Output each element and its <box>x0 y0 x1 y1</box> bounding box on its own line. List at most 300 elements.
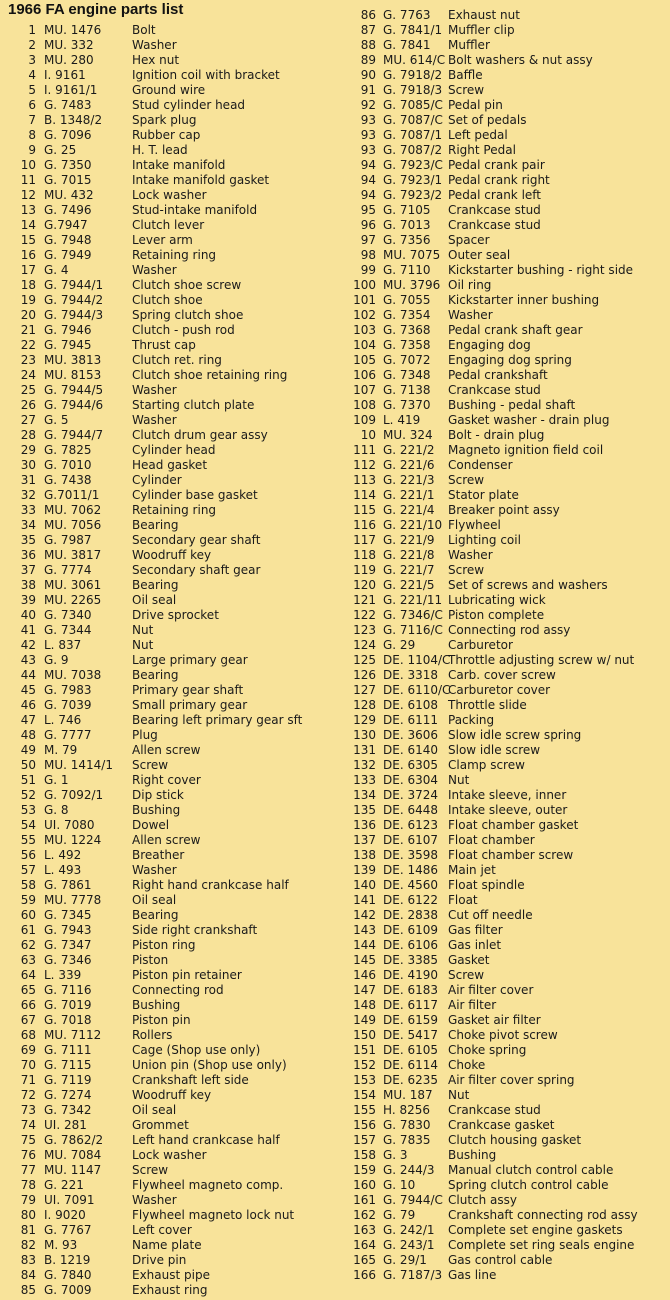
part-code: G. 7096 <box>44 128 92 142</box>
part-code: DE. 6304 <box>383 773 438 787</box>
part-code: G. 7116/C <box>383 623 443 637</box>
list-item <box>0 23 330 38</box>
part-description: Clutch housing gasket <box>448 1133 582 1147</box>
part-description: Hex nut <box>132 53 180 67</box>
part-description: Oil seal <box>132 593 177 607</box>
part-code: G. 7368 <box>383 323 431 337</box>
part-code: G. 7944/7 <box>44 428 104 442</box>
list-item <box>332 728 670 743</box>
part-description: Breaker point assy <box>448 503 560 517</box>
part-description: Throttle adjusting screw w/ nut <box>448 653 635 667</box>
list-item <box>332 233 670 248</box>
list-item <box>332 98 670 113</box>
list-item <box>332 8 670 23</box>
list-item <box>0 188 330 203</box>
part-description: Secondary shaft gear <box>132 563 261 577</box>
part-description: Pedal crank right <box>448 173 550 187</box>
part-description: Gas control cable <box>448 1253 553 1267</box>
list-item <box>332 1223 670 1238</box>
list-item <box>332 203 670 218</box>
part-code: G. 7072 <box>383 353 431 367</box>
list-item <box>332 113 670 128</box>
list-item <box>0 818 330 833</box>
part-number: 141 <box>353 893 376 907</box>
part-number: 94 <box>360 173 376 187</box>
list-item <box>0 68 330 83</box>
part-code: DE. 3606 <box>383 728 438 742</box>
list-item <box>0 368 330 383</box>
part-code: G. 7483 <box>44 98 92 112</box>
list-item <box>0 668 330 683</box>
list-item <box>0 1193 330 1208</box>
part-number: 123 <box>353 623 376 637</box>
part-description: Bolt - drain plug <box>448 428 545 442</box>
part-number: 140 <box>353 878 376 892</box>
part-description: Muffler clip <box>448 23 515 37</box>
part-description: Washer <box>132 263 177 277</box>
part-number: 43 <box>20 653 36 667</box>
part-code: MU. 1224 <box>44 833 102 847</box>
part-number: 77 <box>20 1163 36 1177</box>
part-description: Slow idle screw <box>448 743 541 757</box>
part-description: Screw <box>448 968 485 982</box>
part-code: G. 221/9 <box>383 533 435 547</box>
part-code: L. 492 <box>44 848 82 862</box>
part-description: Retaining ring <box>132 248 217 262</box>
list-item <box>332 293 670 308</box>
list-item <box>0 863 330 878</box>
part-number: 84 <box>20 1268 36 1282</box>
part-description: Spark plug <box>132 113 197 127</box>
part-description: Lock washer <box>132 1148 207 1162</box>
list-item <box>0 458 330 473</box>
part-number: 79 <box>20 1193 36 1207</box>
part-code: G. 5 <box>44 413 69 427</box>
part-number: 147 <box>353 983 376 997</box>
part-description: Magneto ignition field coil <box>448 443 604 457</box>
part-code: MU. 187 <box>383 1088 433 1102</box>
part-code: L. 493 <box>44 863 82 877</box>
part-number: 68 <box>20 1028 36 1042</box>
part-number: 125 <box>353 653 376 667</box>
part-description: Float chamber <box>448 833 535 847</box>
part-number: 71 <box>20 1073 36 1087</box>
part-description: Nut <box>448 1088 470 1102</box>
part-number: 65 <box>20 983 36 997</box>
part-code: G. 7841 <box>383 38 431 52</box>
list-item <box>0 653 330 668</box>
list-item <box>332 683 670 698</box>
list-item <box>332 458 670 473</box>
part-code: G. 7340 <box>44 608 92 622</box>
list-item <box>0 518 330 533</box>
part-description: Cage (Shop use only) <box>132 1043 261 1057</box>
part-description: Outer seal <box>448 248 511 262</box>
part-code: G. 7087/1 <box>383 128 443 142</box>
part-description: Drive pin <box>132 1253 187 1267</box>
part-number: 48 <box>20 728 36 742</box>
list-item <box>332 953 670 968</box>
part-code: DE. 6159 <box>383 1013 438 1027</box>
list-item <box>332 383 670 398</box>
part-number: 52 <box>20 788 36 802</box>
part-description: Air filter cover <box>448 983 534 997</box>
list-item <box>0 998 330 1013</box>
part-code: G. 7085/C <box>383 98 443 112</box>
list-item <box>332 188 670 203</box>
list-item <box>332 1133 670 1148</box>
list-item <box>0 338 330 353</box>
part-number: 82 <box>20 1238 36 1252</box>
list-item <box>0 1163 330 1178</box>
part-code: G. 7018 <box>44 1013 92 1027</box>
part-description: Choke spring <box>448 1043 527 1057</box>
part-number: 153 <box>353 1073 376 1087</box>
list-item <box>332 1103 670 1118</box>
part-code: G. 7944/3 <box>44 308 104 322</box>
list-item <box>332 128 670 143</box>
part-number: 55 <box>20 833 36 847</box>
list-item <box>332 323 670 338</box>
part-number: 158 <box>353 1148 376 1162</box>
part-number: 152 <box>353 1058 376 1072</box>
list-item <box>332 23 670 38</box>
part-code: MU. 1414/1 <box>44 758 113 772</box>
list-item <box>332 443 670 458</box>
part-number: 145 <box>353 953 376 967</box>
list-item <box>0 278 330 293</box>
part-number: 33 <box>20 503 36 517</box>
part-code: G. 7983 <box>44 683 92 697</box>
part-number: 20 <box>20 308 36 322</box>
part-code: G. 7019 <box>44 998 92 1012</box>
part-number: 13 <box>20 203 36 217</box>
part-number: 103 <box>353 323 376 337</box>
list-item <box>332 773 670 788</box>
part-code: DE. 6106 <box>383 938 438 952</box>
part-description: Gasket air filter <box>448 1013 541 1027</box>
part-code: UI. 7080 <box>44 818 95 832</box>
part-description: Oil ring <box>448 278 492 292</box>
part-code: DE. 6114 <box>383 1058 438 1072</box>
part-description: Washer <box>132 383 177 397</box>
part-code: G. 79 <box>383 1208 416 1222</box>
part-number: 44 <box>20 668 36 682</box>
part-number: 122 <box>353 608 376 622</box>
part-description: Breather <box>132 848 185 862</box>
part-description: Secondary gear shaft <box>132 533 261 547</box>
part-number: 112 <box>353 458 376 472</box>
list-item <box>0 83 330 98</box>
part-code: L. 419 <box>383 413 421 427</box>
list-item <box>0 773 330 788</box>
part-code: G. 221/2 <box>383 443 435 457</box>
part-number: 42 <box>20 638 36 652</box>
part-description: Screw <box>448 473 485 487</box>
part-description: Stud cylinder head <box>132 98 246 112</box>
part-number: 159 <box>353 1163 376 1177</box>
part-number: 101 <box>353 293 376 307</box>
part-description: Intake manifold <box>132 158 226 172</box>
part-number: 139 <box>353 863 376 877</box>
part-description: Clutch drum gear assy <box>132 428 268 442</box>
part-code: G. 7944/C <box>383 1193 443 1207</box>
part-description: Rubber cap <box>132 128 201 142</box>
part-description: Kickstarter bushing - right side <box>448 263 634 277</box>
part-description: Grommet <box>132 1118 189 1132</box>
part-code: G. 7946 <box>44 323 92 337</box>
part-number: 32 <box>20 488 36 502</box>
part-number: 75 <box>20 1133 36 1147</box>
part-number: 142 <box>353 908 376 922</box>
list-item <box>0 833 330 848</box>
part-number: 132 <box>353 758 376 772</box>
list-item <box>332 398 670 413</box>
list-item <box>332 653 670 668</box>
part-number: 143 <box>353 923 376 937</box>
part-code: G. 7923/1 <box>383 173 443 187</box>
part-description: Flywheel magneto comp. <box>132 1178 284 1192</box>
part-number: 146 <box>353 968 376 982</box>
part-description: Stud-intake manifold <box>132 203 258 217</box>
part-number: 63 <box>20 953 36 967</box>
list-item <box>0 533 330 548</box>
part-description: Woodruff key <box>132 548 212 562</box>
part-code: I. 9161 <box>44 68 86 82</box>
part-description: Bolt <box>132 23 156 37</box>
part-number: 36 <box>20 548 36 562</box>
part-description: Washer <box>132 38 177 52</box>
part-number: 116 <box>353 518 376 532</box>
part-number: 93 <box>360 143 376 157</box>
part-code: G. 7356 <box>383 233 431 247</box>
list-item <box>0 1208 330 1223</box>
part-number: 73 <box>20 1103 36 1117</box>
list-item <box>332 1148 670 1163</box>
list-item <box>0 728 330 743</box>
part-code: DE. 3318 <box>383 668 438 682</box>
part-number: 144 <box>353 938 376 952</box>
part-description: Retaining ring <box>132 503 217 517</box>
list-item <box>0 128 330 143</box>
part-description: Gasket <box>448 953 490 967</box>
part-description: Left pedal <box>448 128 508 142</box>
part-description: Crankcase stud <box>448 383 541 397</box>
part-description: Set of pedals <box>448 113 527 127</box>
list-item <box>0 1283 330 1298</box>
list-item <box>332 173 670 188</box>
part-description: Crankshaft connecting rod assy <box>448 1208 638 1222</box>
list-item <box>0 113 330 128</box>
list-item <box>332 713 670 728</box>
part-description: Bushing - pedal shaft <box>448 398 576 412</box>
part-description: Nut <box>132 638 154 652</box>
list-item <box>332 878 670 893</box>
part-description: Gas filter <box>448 923 503 937</box>
part-code: H. 8256 <box>383 1103 430 1117</box>
part-code: G. 4 <box>44 263 69 277</box>
part-number: 4 <box>28 68 36 82</box>
part-code: G. 10 <box>383 1178 416 1192</box>
list-item <box>332 1193 670 1208</box>
part-code: DE. 1486 <box>383 863 438 877</box>
part-code: G. 7138 <box>383 383 431 397</box>
part-number: 163 <box>353 1223 376 1237</box>
list-item <box>332 1043 670 1058</box>
part-code: MU. 7778 <box>44 893 102 907</box>
part-description: Lighting coil <box>448 533 521 547</box>
part-number: 56 <box>20 848 36 862</box>
list-item <box>0 1043 330 1058</box>
part-code: G. 221/10 <box>383 518 443 532</box>
part-description: Slow idle screw spring <box>448 728 582 742</box>
part-number: 62 <box>20 938 36 952</box>
list-item <box>332 218 670 233</box>
part-code: G. 221/3 <box>383 473 435 487</box>
part-description: Carb. cover screw <box>448 668 556 682</box>
part-description: Complete set ring seals engine <box>448 1238 635 1252</box>
part-number: 59 <box>20 893 36 907</box>
part-code: MU. 1476 <box>44 23 102 37</box>
part-number: 9 <box>28 143 36 157</box>
part-description: Bearing <box>132 908 179 922</box>
part-number: 157 <box>353 1133 376 1147</box>
part-code: G. 29 <box>383 638 416 652</box>
part-number: 24 <box>20 368 36 382</box>
list-item <box>332 698 670 713</box>
list-item <box>332 1058 670 1073</box>
part-number: 40 <box>20 608 36 622</box>
list-item <box>0 758 330 773</box>
part-description: Spring clutch shoe <box>132 308 244 322</box>
part-description: Bushing <box>132 998 181 1012</box>
list-item <box>332 68 670 83</box>
part-code: DE. 6123 <box>383 818 438 832</box>
list-item <box>0 908 330 923</box>
list-item <box>332 488 670 503</box>
part-code: G. 7944/1 <box>44 278 104 292</box>
part-description: Exhaust pipe <box>132 1268 210 1282</box>
list-item <box>0 743 330 758</box>
part-number: 34 <box>20 518 36 532</box>
part-code: L. 339 <box>44 968 82 982</box>
part-code: L. 837 <box>44 638 82 652</box>
part-code: MU. 324 <box>383 428 433 442</box>
list-item <box>0 488 330 503</box>
part-number: 25 <box>20 383 36 397</box>
list-item <box>0 953 330 968</box>
list-item <box>332 1163 670 1178</box>
part-number: 151 <box>353 1043 376 1057</box>
part-description: Lock washer <box>132 188 207 202</box>
part-code: G. 221/4 <box>383 503 435 517</box>
list-item <box>0 203 330 218</box>
part-code: G. 1 <box>44 773 69 787</box>
part-code: DE. 6122 <box>383 893 438 907</box>
part-description: Crankshaft left side <box>132 1073 249 1087</box>
part-description: Choke <box>448 1058 486 1072</box>
part-number: 16 <box>20 248 36 262</box>
part-code: G. 3 <box>383 1148 408 1162</box>
part-number: 80 <box>20 1208 36 1222</box>
part-number: 115 <box>353 503 376 517</box>
parts-list-right <box>332 8 670 1283</box>
page-title: 1966 FA engine parts list <box>8 1 184 18</box>
part-code: G. 7923/2 <box>383 188 443 202</box>
part-description: Left hand crankcase half <box>132 1133 280 1147</box>
part-description: Carburetor <box>448 638 513 652</box>
part-description: Union pin (Shop use only) <box>132 1058 287 1072</box>
list-item <box>332 788 670 803</box>
part-number: 120 <box>353 578 376 592</box>
list-item <box>0 413 330 428</box>
list-item <box>0 323 330 338</box>
part-number: 11 <box>20 173 36 187</box>
part-description: Ground wire <box>132 83 206 97</box>
part-description: Intake sleeve, inner <box>448 788 567 802</box>
part-number: 19 <box>20 293 36 307</box>
list-item <box>332 1118 670 1133</box>
part-number: 81 <box>20 1223 36 1237</box>
list-item <box>0 1028 330 1043</box>
part-number: 93 <box>360 113 376 127</box>
part-number: 85 <box>20 1283 36 1297</box>
list-item <box>0 143 330 158</box>
part-code: I. 9161/1 <box>44 83 98 97</box>
part-code: MU. 2265 <box>44 593 102 607</box>
part-code: MU. 432 <box>44 188 94 202</box>
list-item <box>0 1148 330 1163</box>
part-description: Pedal crankshaft <box>448 368 548 382</box>
parts-list-left <box>0 23 330 1298</box>
part-code: G. 7944/2 <box>44 293 104 307</box>
part-number: 54 <box>20 818 36 832</box>
part-code: G. 7345 <box>44 908 92 922</box>
part-code: G. 7087/C <box>383 113 443 127</box>
part-number: 111 <box>353 443 376 457</box>
list-item <box>0 923 330 938</box>
part-description: Screw <box>448 83 485 97</box>
list-item <box>332 833 670 848</box>
part-number: 94 <box>360 158 376 172</box>
part-description: Clutch shoe screw <box>132 278 242 292</box>
part-description: Primary gear shaft <box>132 683 244 697</box>
part-number: 23 <box>20 353 36 367</box>
list-item <box>332 143 670 158</box>
part-code: MU. 7062 <box>44 503 102 517</box>
part-description: Spring clutch control cable <box>448 1178 609 1192</box>
part-number: 118 <box>353 548 376 562</box>
part-code: G. 7342 <box>44 1103 92 1117</box>
part-code: G. 7496 <box>44 203 92 217</box>
part-description: Thrust cap <box>132 338 196 352</box>
list-item <box>332 803 670 818</box>
part-code: DE. 6107 <box>383 833 438 847</box>
list-item <box>0 968 330 983</box>
list-item <box>332 1028 670 1043</box>
part-description: Float <box>448 893 478 907</box>
part-description: Lubricating wick <box>448 593 546 607</box>
part-number: 12 <box>20 188 36 202</box>
part-description: Clutch lever <box>132 218 205 232</box>
list-item <box>332 818 670 833</box>
list-item <box>0 98 330 113</box>
part-number: 10 <box>20 158 36 172</box>
part-code: G. 7111 <box>44 1043 92 1057</box>
part-code: G. 7039 <box>44 698 92 712</box>
part-description: Small primary gear <box>132 698 248 712</box>
part-description: Screw <box>132 758 169 772</box>
